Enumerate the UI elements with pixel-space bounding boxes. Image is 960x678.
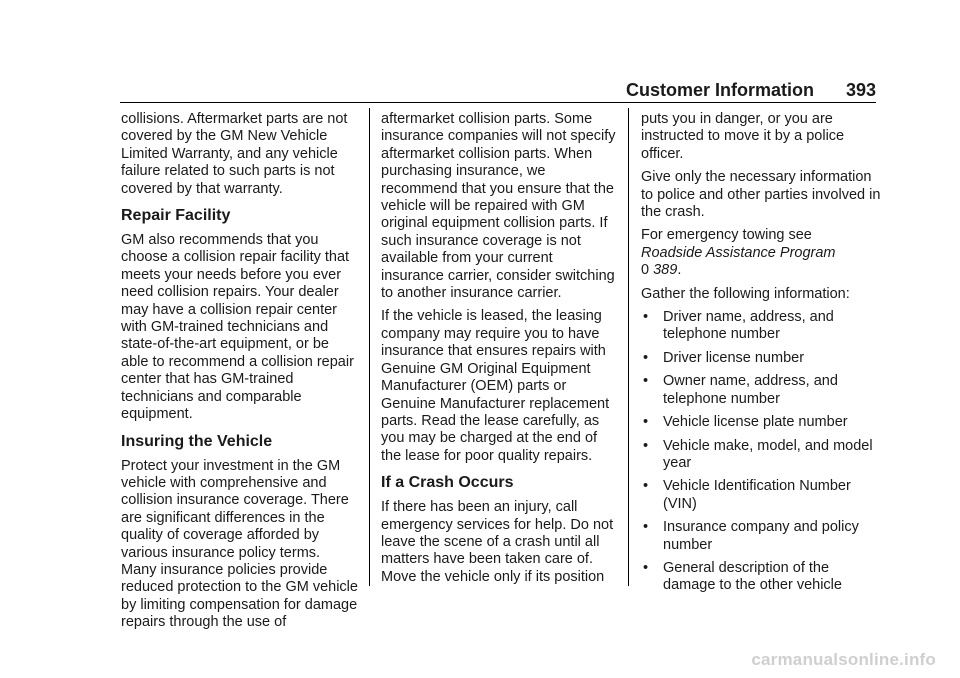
bullet-icon: •: [643, 519, 649, 536]
towing-intro: For emergency towing see: [641, 227, 812, 244]
paragraph: puts you in danger, or you are instructed to move it by a police officer.: [641, 111, 845, 162]
paragraph: collisions. Aftermarket parts are not covered by the GM New Vehicle Limited Warranty, and any vehicle failure related to such parts is not covered by that warranty.: [121, 111, 348, 197]
list-item: • Vehicle license plate number: [643, 414, 848, 431]
list-item: • Insurance company and policy number: [643, 519, 859, 553]
bullet-icon: •: [643, 478, 649, 495]
paragraph: Protect your investment in the GM vehicle with comprehensive and collision insurance coverage. There are significant differences in the quality of coverage afforded by various insurance policy terms. Many insurance policies provide reduced protection to the GM vehicle by limiting compensation for damage repairs through the use of: [121, 457, 358, 631]
period: .: [677, 262, 682, 279]
list-item: • Owner name, address, and telephone number: [643, 373, 838, 407]
list-item: • Vehicle make, model, and model year: [643, 437, 873, 471]
column-divider: [369, 108, 370, 586]
paragraph: GM also recommends that you choose a collision repair facility that meets your needs before you ever need collision repairs. Your dealer may have a collision repair center with GM-trained technicians and state-of-the-art equipment, or be able to recommend a collision repair center that has GM-trained technicians and comparable equipment.: [121, 232, 354, 423]
watermark: carmanualsonline.info: [751, 650, 936, 669]
column-divider: [628, 108, 629, 586]
bullet-icon: •: [643, 349, 649, 366]
page-ref-number[interactable]: 389: [653, 262, 678, 279]
heading-if-crash-occurs: If a Crash Occurs: [381, 474, 514, 492]
paragraph: If the vehicle is leased, the leasing company may require you to have insurance that ensures repairs with Genuine GM Original Equipment Manufacturer (OEM) parts or Genuine Manufacturer replacement parts. Read the lease carefully, as you may be charged at the end of the lease for poor quality repairs.: [381, 308, 610, 464]
bullet-icon: •: [643, 414, 649, 431]
page-number: 393: [845, 80, 876, 100]
paragraph: If there has been an injury, call emergency services for help. Do not leave the scene of a crash until all matters have been taken care of. Move the vehicle only if its position: [381, 499, 614, 585]
info-list: [641, 309, 881, 595]
page-header: [120, 80, 876, 103]
list-item: • Driver license number: [643, 349, 805, 366]
page-ref-icon: 0: [641, 262, 650, 279]
paragraph: Give only the necessary information to police and other parties involved in the crash.: [641, 169, 881, 221]
list-item: • Driver name, address, and telephone number: [643, 309, 834, 343]
list-item: • Vehicle Identification Number (VIN): [643, 478, 851, 512]
column-3: [641, 111, 881, 601]
towing-paragraph: [641, 227, 881, 279]
bullet-icon: •: [643, 373, 649, 390]
section-title: Customer Information: [625, 80, 814, 100]
list-item: • General description of the damage to the other vehicle: [643, 559, 842, 594]
column-1: [121, 111, 359, 638]
bullet-icon: •: [643, 559, 649, 576]
bullet-icon: •: [643, 309, 649, 326]
paragraph: Gather the following information:: [641, 285, 850, 302]
roadside-assistance-link[interactable]: Roadside Assistance Program: [641, 244, 836, 261]
heading-insuring-vehicle: Insuring the Vehicle: [121, 432, 273, 450]
paragraph: aftermarket collision parts. Some insurance companies will not specify aftermarket collision parts. When purchasing insurance, we recommend that you ensure that the vehicle will be repaired with GM original equipment collision parts. If such insurance coverage is not available from your current insurance carrier, consider switching to another insurance carrier.: [381, 111, 616, 302]
column-2: [381, 111, 619, 592]
bullet-icon: •: [643, 437, 649, 454]
heading-repair-facility: Repair Facility: [121, 207, 231, 225]
